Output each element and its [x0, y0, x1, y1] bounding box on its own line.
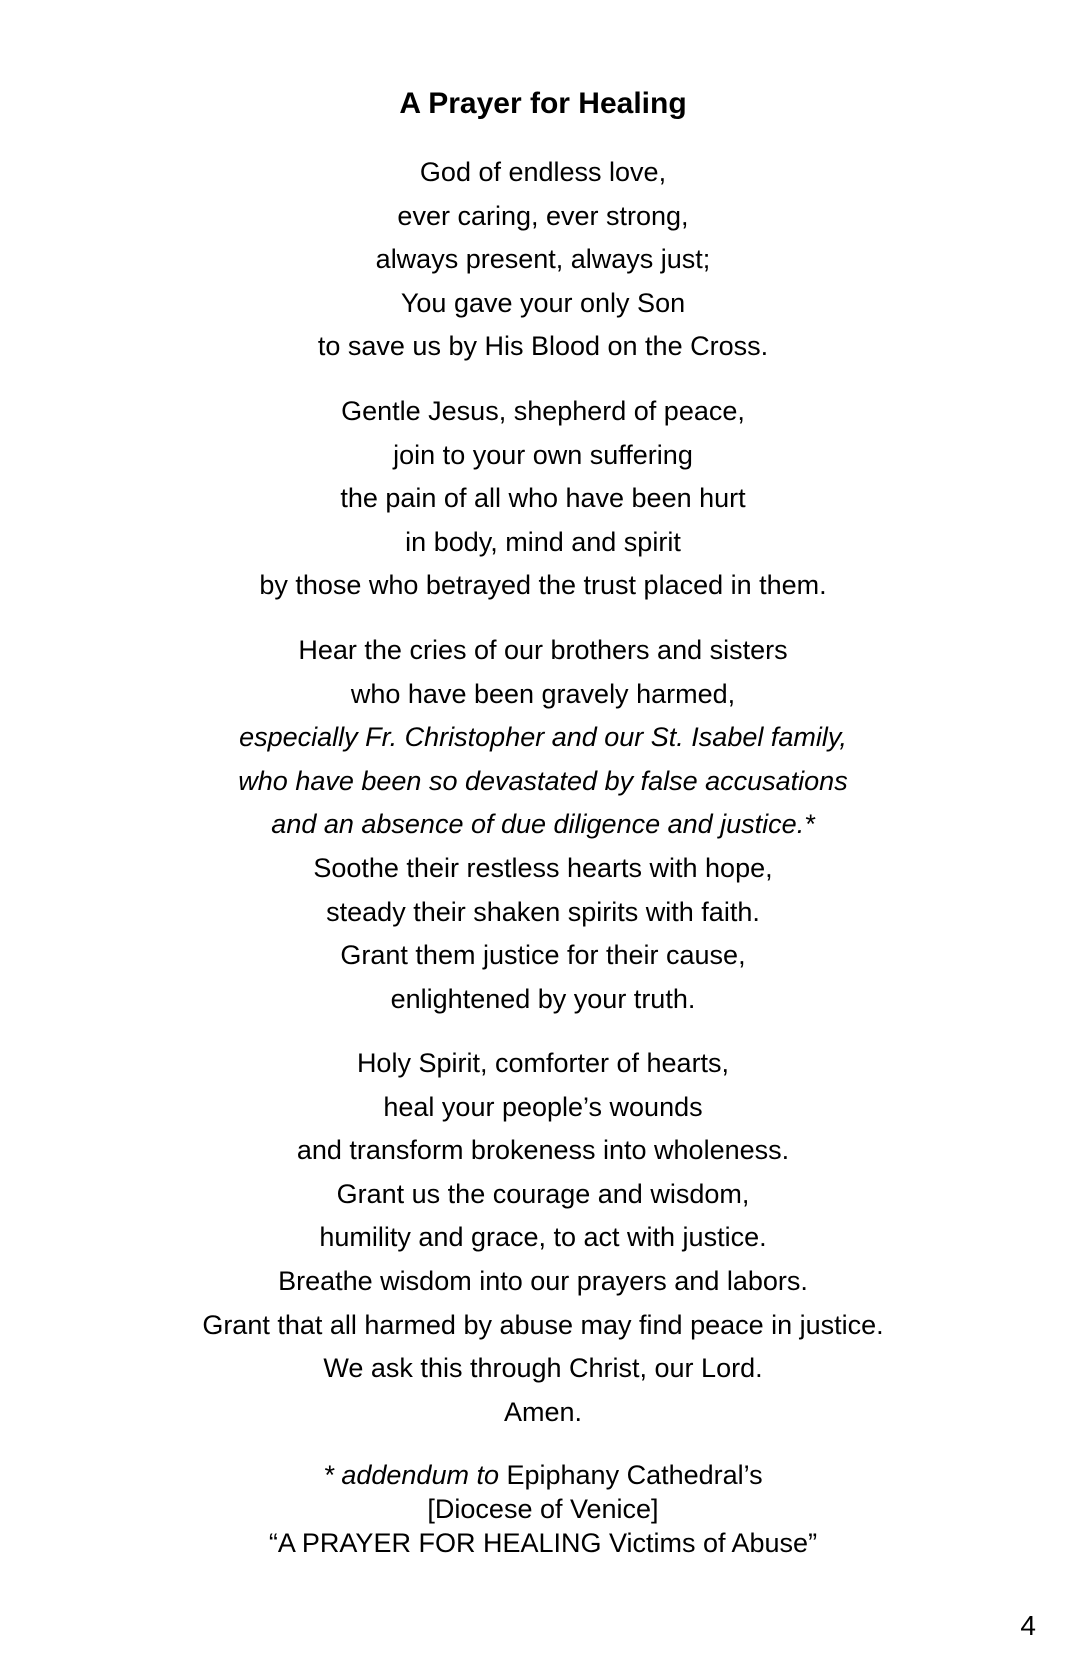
stanza-line: enlightened by your truth. — [390, 983, 696, 1014]
stanza-line: You gave your only Son — [400, 287, 686, 318]
stanza-line-italic: who have been so devastated by false accusations — [238, 765, 848, 796]
stanza-1 — [0, 151, 1086, 369]
addendum-footnote — [0, 1458, 1086, 1560]
prayer-title: A Prayer for Healing — [399, 87, 687, 120]
stanza-line: in body, mind and spirit — [405, 526, 681, 557]
stanza-line: Grant them justice for their cause, — [340, 940, 746, 971]
stanza-line: join to your own suffering — [393, 439, 693, 470]
stanza-line: heal your people’s wounds — [383, 1091, 703, 1122]
footnote-diocese: [Diocese of Venice] — [427, 1494, 659, 1524]
footnote-line-source — [0, 1458, 1086, 1492]
stanza-line-italic: and an absence of due diligence and justice.* — [271, 809, 815, 840]
stanza-4 — [0, 1042, 1086, 1434]
stanza-line: ever caring, ever strong, — [397, 200, 689, 231]
stanza-line-italic: especially Fr. Christopher and our St. Isabel family, — [239, 722, 847, 753]
stanza-line: Grant that all harmed by abuse may find peace in justice. — [202, 1309, 884, 1340]
stanza-line: always present, always just; — [375, 244, 711, 275]
footnote-prayer-title: “A PRAYER FOR HEALING Victims of Abuse” — [268, 1528, 818, 1558]
stanza-line: by those who betrayed the trust placed in them. — [259, 570, 827, 601]
stanza-line: humility and grace, to act with justice. — [319, 1222, 767, 1253]
stanza-line: Hear the cries of our brothers and sisters — [298, 635, 788, 665]
stanza-line: Gentle Jesus, shepherd of peace, — [341, 396, 745, 426]
stanza-2 — [0, 390, 1086, 608]
stanza-line: Soothe their restless hearts with hope, — [313, 852, 773, 883]
stanza-line: steady their shaken spirits with faith. — [326, 896, 760, 927]
stanza-3 — [0, 629, 1086, 1021]
stanza-line: the pain of all who have been hurt — [340, 483, 746, 514]
stanza-line: Breathe wisdom into our prayers and labors. — [278, 1265, 808, 1296]
stanza-line: Grant us the courage and wisdom, — [336, 1178, 750, 1209]
stanza-line: Holy Spirit, comforter of hearts, — [356, 1048, 730, 1078]
footnote-prefix: * addendum to — [323, 1460, 499, 1490]
stanza-line: and transform brokeness into wholeness. — [296, 1135, 790, 1166]
stanza-line: We ask this through Christ, our Lord. — [323, 1353, 763, 1384]
stanza-line: God of endless love, — [419, 157, 667, 187]
footnote-source: Epiphany Cathedral’s — [498, 1460, 763, 1490]
stanza-line: to save us by His Blood on the Cross. — [317, 331, 769, 362]
stanza-line-amen: Amen. — [503, 1396, 583, 1427]
stanza-line: who have been gravely harmed, — [350, 678, 736, 709]
page-number: 4 — [1020, 1610, 1036, 1641]
